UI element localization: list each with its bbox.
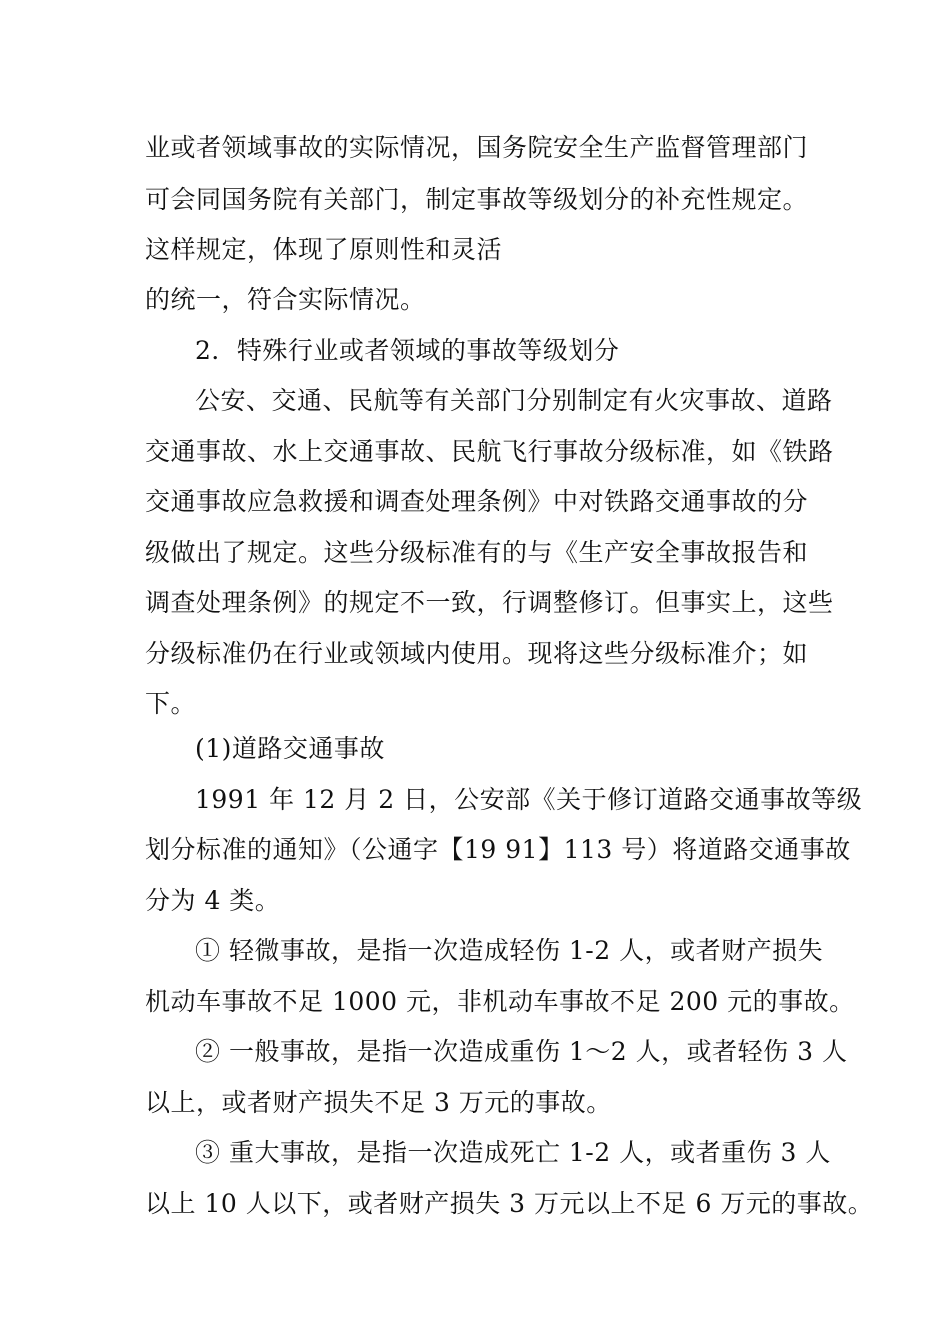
- text-line: 调查处理条例》的规定不一致，行调整修订。但事实上，这些: [145, 588, 834, 617]
- text-line: 以上 10 人以下，或者财产损失 3 万元以上不足 6 万元的事故。: [145, 1189, 874, 1218]
- text-line: 这样规定，体现了原则性和灵活: [145, 235, 503, 264]
- text-line: 的统一，符合实际情况。: [145, 285, 426, 314]
- text-line: 以上，或者财产损失不足 3 万元的事故。: [145, 1088, 612, 1117]
- text-line: 1991 年 12 月 2 日，公安部《关于修订道路交通事故等级: [195, 785, 863, 814]
- subsection-heading: (1)道路交通事故: [195, 734, 385, 763]
- text-line: 交通事故应急救援和调查处理条例》中对铁路交通事故的分: [145, 487, 809, 516]
- list-item: ③ 重大事故，是指一次造成死亡 1-2 人，或者重伤 3 人: [195, 1138, 831, 1167]
- text-line: 交通事故、水上交通事故、民航飞行事故分级标准，如《铁路: [145, 437, 834, 466]
- text-line: 分为 4 类。: [145, 886, 281, 915]
- text-line: 业或者领域事故的实际情况，国务院安全生产监督管理部门: [145, 133, 809, 162]
- list-item: ① 轻微事故，是指一次造成轻伤 1-2 人，或者财产损失: [195, 936, 824, 965]
- text-line: 分级标准仍在行业或领域内使用。现将这些分级标准介；如: [145, 639, 809, 668]
- text-line: 可会同国务院有关部门，制定事故等级划分的补充性规定。: [145, 185, 809, 214]
- list-item: ② 一般事故，是指一次造成重伤 1～2 人，或者轻伤 3 人: [195, 1037, 848, 1066]
- text-line: 公安、交通、民航等有关部门分别制定有火灾事故、道路: [195, 386, 833, 415]
- text-line: 下。: [145, 689, 197, 718]
- text-line: 划分标准的通知》（公通字【19 91】113 号）将道路交通事故: [145, 835, 851, 864]
- text-line: 机动车事故不足 1000 元，非机动车事故不足 200 元的事故。: [145, 987, 855, 1016]
- text-line: 级做出了规定。这些分级标准有的与《生产安全事故报告和: [145, 538, 809, 567]
- section-heading: 2．特殊行业或者领域的事故等级划分: [195, 336, 620, 365]
